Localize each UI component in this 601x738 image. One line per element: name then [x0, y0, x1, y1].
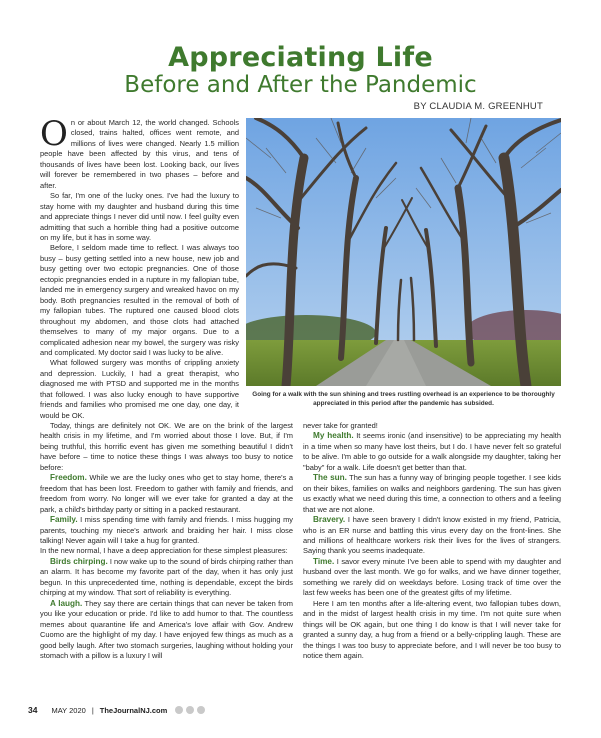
- intro-paragraph: On or about March 12, the world changed. Schools closed, trains halted, offices went remote, and millions of lives were changed. Nearly 1.5 million people have been affected by this virus, and tens of thousands of lives have been lost. Looking back, our lives will forever be remembered in two phases – before and after.: [40, 114, 239, 190]
- text-column-2: [40, 421, 293, 661]
- text-column-1: [40, 114, 239, 421]
- twitter-icon[interactable]: [186, 706, 194, 714]
- paragraph: never take for granted!: [303, 421, 378, 430]
- paragraph: Today, things are definitely not OK. We are on the brink of the largest health crisis in my lifetime, and I'm worried about those I love. But, if I'm being truthful, this horrific event has given me something beautiful I didn't have before – time to notice these things I was always too busy to notice before:: [40, 421, 293, 472]
- footer-separator: |: [91, 705, 94, 715]
- park-photo: [246, 118, 561, 386]
- birds-paragraph: Birds chirping. I now wake up to the sound of birds chirping rather than an alarm. It has become my favorite part of the day, when it has only just begun. In this unprecedented time, nothing is dependable, except the birds chirping at my window. That sort of reliability is everything.: [40, 556, 294, 598]
- time-paragraph: Time. I savor every minute I've been able to spend with my daughter and husband over the last month. We go for walks, and we have dinner together, something we rarely did on weekdays before. Losing track of time over the last few weeks has been one of the greatest gifts of my lifetime.: [303, 556, 561, 598]
- website-link[interactable]: TheJournalNJ.com: [99, 705, 168, 715]
- byline: BY CLAUDIA M. GREENHUT: [413, 101, 543, 112]
- freedom-paragraph: Freedom. While we are the lucky ones who get to stay home, there's a freedom that has been lost. Freedom to gather with family and friends, and freedom from worry. No longer will we ever take for granted a day at the park, a child's birthday party or sitting in a packed restaurant.: [40, 473, 293, 514]
- paragraph: What followed surgery was months of crippling anxiety and depression. Luckily, I had a great therapist, who diagnosed me with PTSD and supported me in the months that followed. I was also lucky enough to have supportive friends and families who promised me one day, one day, it would be OK.: [40, 358, 239, 420]
- drop-cap: O: [40, 114, 68, 154]
- page-number: 34: [28, 705, 38, 715]
- family-paragraph: Family. I miss spending time with family and friends. I miss hugging my parents, touching my niece's artwork and braiding her hair. I miss close talking! Never again will I take a hug for granted.: [40, 515, 293, 545]
- health-paragraph: My health. It seems ironic (and insensitive) to be appreciating my health in a time when so many have lost theirs, but I do. I have never felt so grateful to be alive. I'm able to go outside for a walk alongside my daughter, taking her "baby" for a walk. Life doesn't get better than that.: [303, 431, 561, 472]
- text-column-3: [303, 421, 561, 661]
- paragraph: Before, I seldom made time to reflect. I was always too busy – busy getting settled into a new house, new job and busy getting over two ectopic pregnancies. One of those ectopic pregnancies ended in a rupture in my fallopian tube, landed me in emergency surgery and wreaked havoc on my body. Both pregnancies resulted in the removal of both of my fallopian tubes. The ruptured one caused blood clots throughout my abdomen, and those clots had attached themselves to many of my major organs. Due to a complicated adhesion near my bowel, the surgery was risky and complicated. My doctor said I was lucky to be alive.: [40, 243, 239, 357]
- laugh-paragraph: A laugh. They say there are certain things that can never be taken from you like your education or pride. I'd like to add humor to that. The countless memes about quarantine life and America's love affair with Gov. Andrew Cuomo are the highlight of my day. I have enjoyed few things as much as a good belly laugh. After two stomach surgeries, laughing without holding your stomach with a pillow is a luxury I will: [40, 598, 293, 660]
- issue-date: MAY 2020: [51, 705, 86, 715]
- sun-paragraph: The sun. The sun has a funny way of bringing people together. I see kids on their bikes, families on walks and neighbors gardening. The sun has given us exactly what we need during this time, a connection to others and a feeling that we are not alone.: [303, 473, 561, 514]
- bravery-paragraph: Bravery. I have seen bravery I didn't know existed in my friend, Patricia, who is an ER nurse and battling this virus every day on the front-lines. She and millions of healthcare workers risk their lives for the lives of strangers. Saying thank you seems inadequate.: [303, 515, 561, 556]
- paragraph: In the new normal, I have a deep appreciation for these simplest pleasures:: [40, 546, 288, 556]
- tree-lined-path-illustration: [246, 118, 561, 386]
- page-footer: [28, 705, 205, 715]
- facebook-icon[interactable]: [175, 706, 183, 714]
- paragraph: So far, I'm one of the lucky ones. I've had the luxury to stay home with my daughter and husband during this time and appreciate things I never did until now. I feel guilty even admitting that such a horrible thing had a positive outcome on my life, but it has in some way.: [40, 191, 239, 242]
- article-subtitle: Before and After the Pandemic: [124, 72, 477, 98]
- article-title: Appreciating Life: [168, 42, 433, 73]
- instagram-icon[interactable]: [197, 706, 205, 714]
- photo-caption: Going for a walk with the sun shining and trees rustling overhead is an experience to be thoroughly appreciated in this period after the pandemic has subsided.: [252, 391, 555, 407]
- paragraph: Here I am ten months after a life-altering event, two fallopian tubes down, and in the midst of largest health crisis in my time. I'm not quite sure when things will be OK again, but one thing I do know is that I will never take for granted a sunny day, a hug from a friend or a belly-crippling laugh. These are the things I was too busy to appreciate before, and I will never be too busy to notice them again.: [303, 598, 561, 660]
